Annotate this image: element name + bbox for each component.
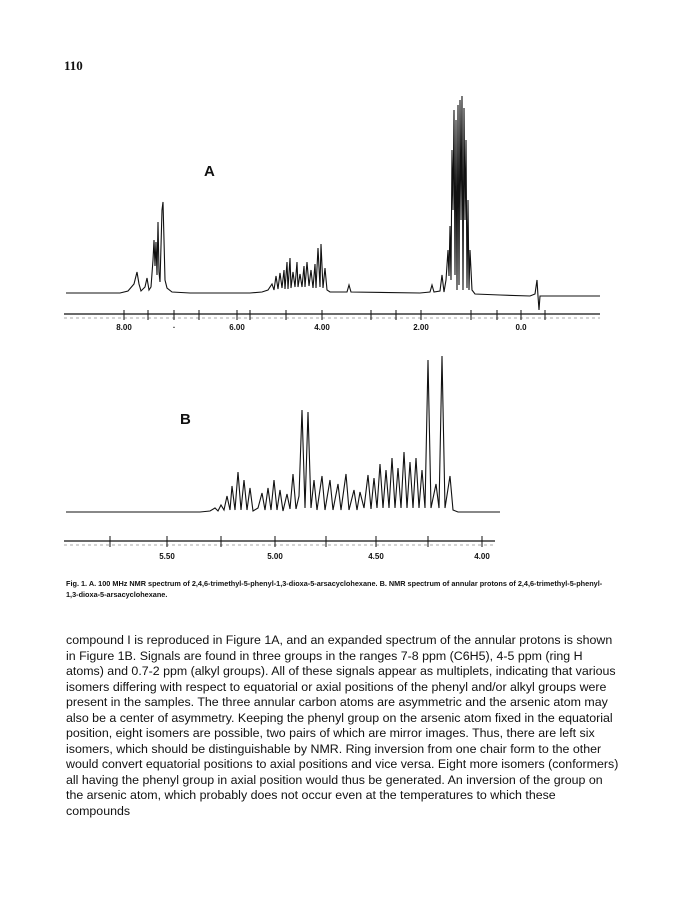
tick-label-a-3: 2.00 <box>413 323 429 332</box>
body-text <box>66 633 622 819</box>
spectrum-a-trace <box>66 96 600 310</box>
tick-label-a-0: 8.00 <box>116 323 132 332</box>
tick-label-a-4: 0.0 <box>515 323 527 332</box>
tick-label-a-2: 4.00 <box>314 323 330 332</box>
body-paragraph: compound I is reproduced in Figure 1A, and an expanded spectrum of the annular protons is shown in Figure 1B. Signals are found in three groups in the ranges 7-8 ppm (C6H5), 4-5 ppm (ring H atoms) and 0.7-2 ppm (alkyl groups). All of these signals appear as multiplets, indicating that various isomers differing with respect to equatorial or axial positions of the phenyl and/or alkyl groups were present in the samples. The three annular carbon atoms are asymmetric and the arsenic atom may also be a center of asymmetry. Keeping the phenyl group on the arsenic atom fixed in the equatorial position, eight isomers are possible, two pairs of which are mirror images. Thus, there are left six isomers, which should be distinguishable by NMR. Ring inversion from one chair form to the other would convert equatorial positions to axial positions and vice versa. Eight more isomers (conformers) all having the phenyl group in axial position would thus be generated. An inversion of the group on the arsenic atom, which probably does not occur even at the temperatures to which these compounds <box>66 633 619 818</box>
tick-label-b-3: 4.00 <box>474 552 490 561</box>
tick-label-b-1: 5.00 <box>267 552 283 561</box>
spectrum-b-trace <box>66 356 500 512</box>
spectrum-a-ticks <box>124 310 545 320</box>
figure-caption: Fig. 1. A. 100 MHz NMR spectrum of 2,4,6-trimethyl-5-phenyl-1,3-dioxa-5-arsacyclohexane. B. NMR spectrum of annular protons of 2,4,6-trimethyl-5-phenyl-1,3-dioxa-5-arsacyclohexane. <box>66 579 603 599</box>
tick-label-b-0: 5.50 <box>159 552 175 561</box>
tick-label-a-1: 6.00 <box>229 323 245 332</box>
tick-label-b-2: 4.50 <box>368 552 384 561</box>
panel-b-label: B <box>180 411 191 428</box>
page-number: 110 <box>64 58 83 73</box>
tick-label-a-dot: . <box>172 321 176 330</box>
panel-a-label: A <box>204 163 215 180</box>
